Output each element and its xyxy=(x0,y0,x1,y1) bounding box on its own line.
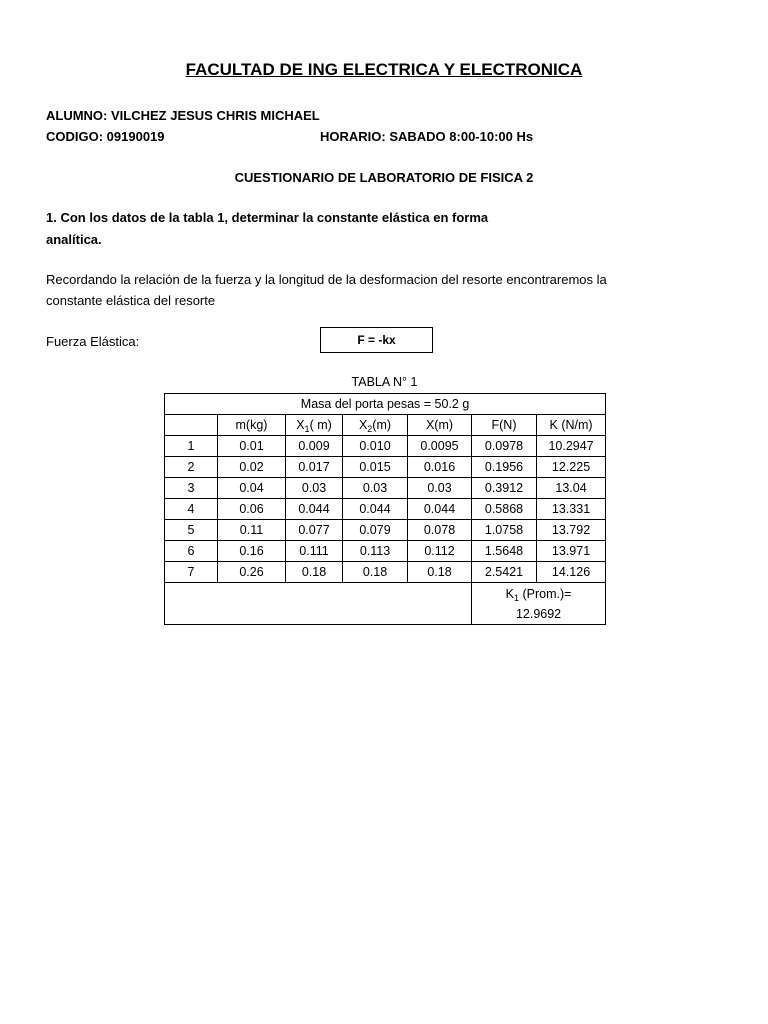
table-cell: 0.0095 xyxy=(408,436,472,457)
table-cell: 1.0758 xyxy=(472,520,537,541)
table-cell: 0.017 xyxy=(286,457,343,478)
table-cell: 0.112 xyxy=(408,541,472,562)
table-row xyxy=(165,457,606,478)
document-subtitle: CUESTIONARIO DE LABORATORIO DE FISICA 2 xyxy=(234,170,534,185)
table-cell: 0.18 xyxy=(408,562,472,583)
table-cell: 12.225 xyxy=(537,457,606,478)
table-caption: TABLA N° 1 xyxy=(351,375,418,389)
table-cell: 0.1956 xyxy=(472,457,537,478)
table-cell: 0.077 xyxy=(286,520,343,541)
table-cell: 0.02 xyxy=(218,457,286,478)
table-row xyxy=(165,499,606,520)
header-k: K (N/m) xyxy=(537,415,606,436)
header-x2: $X_2(m)$ xyxy=(343,415,408,436)
table-cell: 0.16 xyxy=(218,541,286,562)
data-table xyxy=(164,393,606,625)
table-cell: 0.3912 xyxy=(472,478,537,499)
k-average-label: $K_1$ (Prom.)= xyxy=(505,586,572,603)
question-line-2: analítica. xyxy=(46,232,102,247)
table-cell: 0.18 xyxy=(343,562,408,583)
header-x1: $X_1$( m) xyxy=(286,415,343,436)
summary-empty-cell xyxy=(165,583,472,625)
student-name: ALUMNO: VILCHEZ JESUS CHRIS MICHAEL xyxy=(46,108,320,123)
table-cell: 0.078 xyxy=(408,520,472,541)
table-cell: 0.01 xyxy=(218,436,286,457)
table-row xyxy=(165,562,606,583)
table-cell: 0.113 xyxy=(343,541,408,562)
table-cell: 0.0978 xyxy=(472,436,537,457)
page-title: FACULTAD DE ING ELECTRICA Y ELECTRONICA xyxy=(185,60,583,79)
table-cell: 7 xyxy=(165,562,218,583)
table-cell: 13.792 xyxy=(537,520,606,541)
table-main-header: Masa del porta pesas = 50.2 g xyxy=(165,394,606,415)
table-cell: 0.044 xyxy=(286,499,343,520)
table-cell: 13.04 xyxy=(537,478,606,499)
table-cell: 4 xyxy=(165,499,218,520)
table-cell: 5 xyxy=(165,520,218,541)
table-cell: 10.2947 xyxy=(537,436,606,457)
formula-label: Fuerza Elástica: xyxy=(46,334,140,349)
table-cell: 0.079 xyxy=(343,520,408,541)
table-cell: 2.5421 xyxy=(472,562,537,583)
table-cell: 0.03 xyxy=(408,478,472,499)
table-cell: 14.126 xyxy=(537,562,606,583)
header-index xyxy=(165,415,218,436)
k-average-value: 12.9692 xyxy=(515,606,562,621)
table-column-headers xyxy=(165,415,606,436)
header-x: X(m) xyxy=(408,415,472,436)
paragraph-line-1: Recordando la relación de la fuerza y la longitud de la desformacion del resorte encontraremos la xyxy=(46,272,607,287)
header-mass: m(kg) xyxy=(218,415,286,436)
table-row xyxy=(165,478,606,499)
table-summary-row xyxy=(165,583,606,625)
table-cell: 13.331 xyxy=(537,499,606,520)
table-cell: 3 xyxy=(165,478,218,499)
student-code: CODIGO: 09190019 xyxy=(46,129,165,144)
question-line-1: 1. Con los datos de la tabla 1, determinar la constante elástica en forma xyxy=(46,210,489,225)
table-cell: 0.5868 xyxy=(472,499,537,520)
table-cell: 0.18 xyxy=(286,562,343,583)
table-cell: 0.010 xyxy=(343,436,408,457)
table-cell: 0.04 xyxy=(218,478,286,499)
k-average-cell xyxy=(472,583,606,625)
table-row xyxy=(165,436,606,457)
schedule: HORARIO: SABADO 8:00-10:00 Hs xyxy=(320,129,534,144)
table-cell: 13.971 xyxy=(537,541,606,562)
table-cell: 0.044 xyxy=(343,499,408,520)
table-cell: 0.03 xyxy=(286,478,343,499)
table-row xyxy=(165,541,606,562)
table-row xyxy=(165,520,606,541)
table-cell: 0.009 xyxy=(286,436,343,457)
header-force: F(N) xyxy=(472,415,537,436)
formula-expression: F = -kx xyxy=(357,333,396,347)
formula-box xyxy=(320,327,433,353)
table-cell: 1.5648 xyxy=(472,541,537,562)
table-cell: 0.26 xyxy=(218,562,286,583)
table-cell: 0.11 xyxy=(218,520,286,541)
table-cell: 0.044 xyxy=(408,499,472,520)
table-cell: 0.016 xyxy=(408,457,472,478)
table-cell: 0.015 xyxy=(343,457,408,478)
paragraph-line-2: constante elástica del resorte xyxy=(46,293,216,308)
table-cell: 1 xyxy=(165,436,218,457)
table-cell: 0.03 xyxy=(343,478,408,499)
table-cell: 6 xyxy=(165,541,218,562)
table-cell: 2 xyxy=(165,457,218,478)
table-cell: 0.06 xyxy=(218,499,286,520)
table-cell: 0.111 xyxy=(286,541,343,562)
